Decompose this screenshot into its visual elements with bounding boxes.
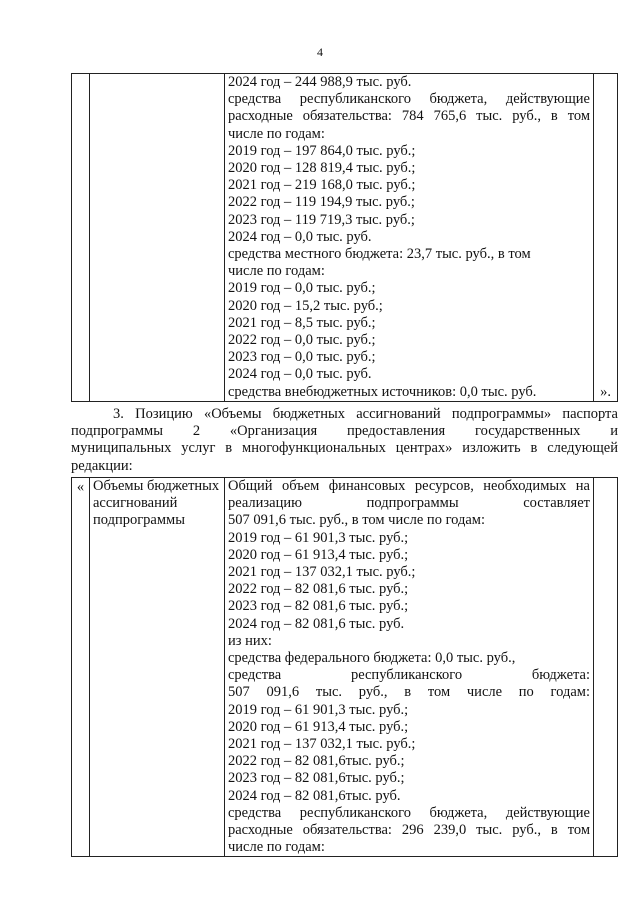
content-line: 507 091,6 тыс. руб., в том числе по годам:: [228, 512, 486, 529]
content-line: средства республиканского бюджета:: [228, 667, 590, 684]
closing-quote: ».: [594, 74, 618, 402]
content-line: реализацию подпрограммы составляет: [228, 495, 590, 512]
content-line: числе по годам:: [228, 125, 325, 142]
content-cell: [225, 74, 594, 402]
content-line: 2019 год – 197 864,0 тыс. руб.;: [228, 142, 416, 159]
paragraph-line: подпрограммы 2 «Организация предоставления государственных и: [71, 423, 618, 440]
paragraph-line: муниципальных услуг в многофункциональных центрах» изложить в следующей: [71, 440, 618, 457]
content-line: средства федерального бюджета: 0,0 тыс. руб.,: [228, 650, 516, 667]
content-line: расходные обязательства: 784 765,6 тыс. руб., в том: [228, 108, 590, 125]
budget-table-continued: [71, 73, 618, 402]
content-line: 2021 год – 8,5 тыс. руб.;: [228, 314, 376, 331]
content-line: 2022 год – 82 081,6 тыс. руб.;: [228, 581, 409, 598]
content-line: средства внебюджетных источников: 0,0 тыс. руб.: [228, 383, 537, 400]
content-line: 2019 год – 61 901,3 тыс. руб.;: [228, 529, 409, 546]
content-line: 2019 год – 0,0 тыс. руб.;: [228, 280, 376, 297]
content-line: 2022 год – 82 081,6тыс. руб.;: [228, 753, 405, 770]
content-line: 2020 год – 61 913,4 тыс. руб.;: [228, 546, 409, 563]
label-cell: [90, 478, 225, 857]
content-line: 2024 год – 244 988,9 тыс. руб.: [228, 74, 412, 90]
content-line: 2023 год – 119 719,3 тыс. руб.;: [228, 211, 415, 228]
content-line: 2024 год – 82 081,6 тыс. руб.: [228, 615, 405, 632]
content-line: 2021 год – 137 032,1 тыс. руб.;: [228, 736, 416, 753]
label-line: ассигнований: [93, 495, 178, 512]
content-line: 2021 год – 137 032,1 тыс. руб.;: [228, 564, 416, 581]
content-line: 2024 год – 82 081,6тыс. руб.: [228, 787, 401, 804]
content-line: средства республиканского бюджета, действующие: [228, 91, 590, 108]
amendment-paragraph: [71, 406, 618, 475]
budget-table-new: [71, 477, 618, 857]
content-cell: [225, 478, 594, 857]
paragraph-line: 3. Позицию «Объемы бюджетных ассигнований подпрограммы» паспорта: [113, 406, 618, 422]
content-line: из них:: [228, 632, 272, 649]
content-line: 2024 год – 0,0 тыс. руб.: [228, 228, 372, 245]
table-row: [72, 478, 618, 857]
content-line: 2020 год – 15,2 тыс. руб.;: [228, 297, 383, 314]
content-line: 2020 год – 128 819,4 тыс. руб.;: [228, 160, 416, 177]
content-line: расходные обязательства: 296 239,0 тыс. руб., в том: [228, 822, 590, 839]
content-line: Общий объем финансовых ресурсов, необходимых на: [228, 478, 590, 494]
content-line: 2022 год – 119 194,9 тыс. руб.;: [228, 194, 415, 211]
table-row: [72, 74, 618, 402]
content-line: числе по годам:: [228, 839, 325, 856]
opening-quote: «: [72, 478, 90, 857]
quote-cell: [72, 74, 90, 402]
content-line: 507 091,6 тыс. руб., в том числе по годам:: [228, 684, 590, 701]
content-line: 2024 год – 0,0 тыс. руб.: [228, 366, 372, 383]
page-number: 4: [317, 45, 323, 59]
content-line: числе по годам:: [228, 263, 325, 280]
content-line: 2022 год – 0,0 тыс. руб.;: [228, 332, 376, 349]
content-line: 2019 год – 61 901,3 тыс. руб.;: [228, 701, 409, 718]
content-line: 2020 год – 61 913,4 тыс. руб.;: [228, 718, 409, 735]
paragraph-line: редакции:: [71, 457, 133, 474]
empty-cell: [594, 478, 618, 857]
content-line: средства местного бюджета: 23,7 тыс. руб., в том: [228, 246, 531, 263]
label-line: Объемы бюджетных: [93, 478, 220, 494]
content-line: 2023 год – 0,0 тыс. руб.;: [228, 349, 376, 366]
content-line: средства республиканского бюджета, действующие: [228, 804, 590, 821]
content-line: 2023 год – 82 081,6 тыс. руб.;: [228, 598, 409, 615]
label-line: подпрограммы: [93, 512, 185, 529]
content-line: 2021 год – 219 168,0 тыс. руб.;: [228, 177, 416, 194]
label-cell: [90, 74, 225, 402]
content-line: 2023 год – 82 081,6тыс. руб.;: [228, 770, 405, 787]
